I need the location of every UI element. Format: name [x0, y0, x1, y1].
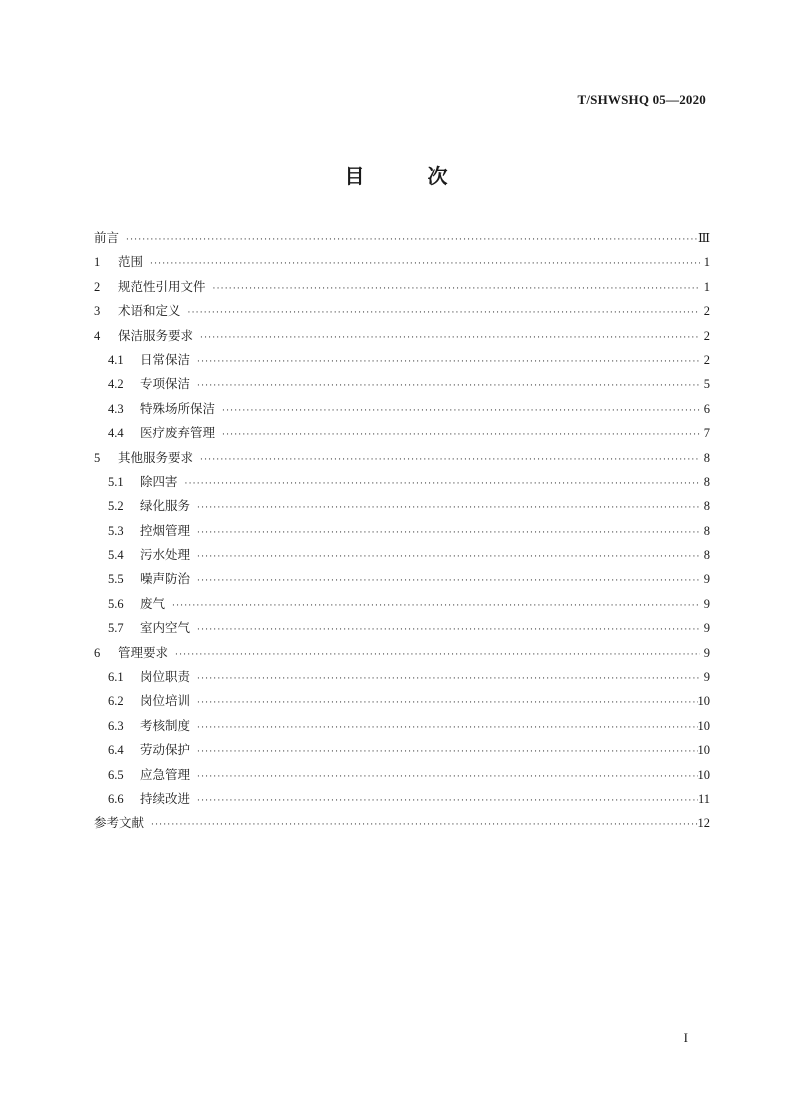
toc-entry-number: 5.2	[108, 499, 124, 514]
dot-leader	[197, 326, 700, 350]
toc-entry-label: 保洁服务要求	[118, 327, 194, 343]
toc-entry-page: 2	[703, 328, 710, 343]
toc-entry-5-7[interactable]	[94, 616, 710, 640]
toc-entry-foreword[interactable]	[94, 226, 710, 250]
toc-entry-number: 5.6	[108, 596, 124, 611]
dot-leader	[194, 740, 697, 764]
toc-entry-label: 前言	[94, 230, 120, 245]
toc-entry-label: 废气	[140, 595, 166, 611]
toc-entry-5[interactable]	[94, 446, 710, 470]
toc-entry-number: 5.3	[108, 523, 124, 538]
toc-entry-page: 5	[703, 377, 710, 392]
dot-leader	[219, 423, 700, 447]
toc-entry-6[interactable]	[94, 641, 710, 665]
toc-entry-page: 10	[697, 694, 710, 709]
toc-entry-label: 持续改进	[140, 790, 191, 806]
toc-entry-number: 3	[94, 304, 101, 319]
toc-entry-label: 专项保洁	[140, 376, 191, 392]
toc-entry-label: 劳动保护	[140, 742, 191, 758]
toc-entry-number: 5.5	[108, 572, 124, 587]
toc-entry-page: 8	[703, 548, 710, 563]
toc-entry-page: 1	[703, 279, 710, 294]
toc-entry-number: 5	[94, 450, 101, 465]
dot-leader	[185, 301, 700, 325]
toc-entry-number: 1	[94, 255, 101, 270]
dot-leader	[197, 448, 700, 472]
dot-leader	[194, 521, 700, 545]
toc-entry-page: 12	[697, 816, 710, 831]
toc-entry-number: 6	[94, 645, 101, 660]
toc-entry-page: 7	[703, 426, 710, 441]
dot-leader	[194, 496, 700, 520]
toc-entry-page: 9	[703, 572, 710, 587]
dot-leader	[194, 374, 700, 398]
dot-leader	[194, 569, 700, 593]
toc-entry-5-1[interactable]	[94, 470, 710, 494]
toc-entry-4-1[interactable]	[94, 348, 710, 372]
toc-entry-page: Ⅲ	[697, 231, 710, 245]
toc-entry-label: 范围	[118, 254, 144, 270]
toc-entry-5-3[interactable]	[94, 519, 710, 543]
toc-entry-4-2[interactable]	[94, 372, 710, 396]
dot-leader	[210, 277, 700, 301]
toc-entry-label: 污水处理	[140, 547, 191, 563]
toc-entry-label: 规范性引用文件	[118, 278, 206, 294]
toc-entry-2[interactable]	[94, 275, 710, 299]
toc-title: 目 次	[344, 164, 476, 188]
toc-entry-label: 其他服务要求	[118, 449, 194, 465]
toc-entry-number: 4.4	[108, 426, 124, 441]
dot-leader	[194, 350, 700, 374]
dot-leader	[194, 765, 697, 789]
toc-entry-label: 医疗废弃管理	[140, 425, 216, 441]
toc-entry-5-5[interactable]	[94, 567, 710, 591]
toc-entry-number: 6.3	[108, 718, 124, 733]
dot-leader	[147, 252, 700, 276]
toc-entry-page: 2	[703, 352, 710, 367]
toc-entry-6-4[interactable]	[94, 738, 710, 762]
toc-entry-page: 9	[703, 645, 710, 660]
toc-entry-4-3[interactable]	[94, 397, 710, 421]
toc-entry-label: 岗位职责	[140, 669, 191, 685]
toc-entry-page: 10	[697, 767, 710, 782]
toc-entry-6-5[interactable]	[94, 763, 710, 787]
toc-entry-page: 8	[703, 523, 710, 538]
dot-leader	[148, 813, 697, 837]
toc-entry-label: 噪声防治	[140, 571, 191, 587]
toc-entry-5-6[interactable]	[94, 592, 710, 616]
toc-entry-label: 考核制度	[140, 717, 191, 733]
toc-entry-label: 岗位培训	[140, 693, 191, 709]
toc-entry-number: 5.1	[108, 474, 124, 489]
toc-entry-number: 5.7	[108, 621, 124, 636]
toc-entry-5-4[interactable]	[94, 543, 710, 567]
toc-entry-label: 绿化服务	[140, 498, 191, 514]
toc-entry-page: 8	[703, 499, 710, 514]
toc-entry-number: 4.2	[108, 377, 124, 392]
toc-entry-number: 2	[94, 279, 101, 294]
toc-entry-number: 5.4	[108, 548, 124, 563]
toc-entry-label: 日常保洁	[140, 351, 191, 367]
dot-leader	[182, 472, 700, 496]
dot-leader	[194, 789, 698, 813]
toc-entry-number: 6.5	[108, 767, 124, 782]
toc-entry-number: 4.3	[108, 401, 124, 416]
toc-entry-page: 6	[703, 401, 710, 416]
toc-entry-label: 管理要求	[118, 644, 169, 660]
page-number: I	[683, 1030, 688, 1045]
toc-entry-label: 参考文献	[94, 815, 145, 831]
toc-entry-number: 4	[94, 328, 101, 343]
toc-entry-5-2[interactable]	[94, 494, 710, 518]
toc-entry-number: 6.6	[108, 791, 124, 806]
toc-entry-6-6[interactable]	[94, 787, 710, 811]
toc-entry-page: 9	[703, 596, 710, 611]
dot-leader	[172, 643, 700, 667]
toc-entry-number: 6.1	[108, 670, 124, 685]
toc-entry-number: 6.4	[108, 743, 124, 758]
toc-entry-page: 2	[703, 304, 710, 319]
toc-entry-label: 应急管理	[140, 766, 191, 782]
toc-entry-page: 11	[697, 791, 710, 806]
dot-leader	[219, 399, 700, 423]
table-of-contents	[94, 226, 710, 836]
toc-entry-label: 术语和定义	[118, 303, 181, 319]
toc-entry-4-4[interactable]	[94, 421, 710, 445]
toc-entry-page: 10	[697, 718, 710, 733]
toc-entry-number: 6.2	[108, 694, 124, 709]
toc-entry-page: 8	[703, 474, 710, 489]
dot-leader	[169, 594, 700, 618]
toc-entry-1[interactable]	[94, 250, 710, 274]
toc-entry-6-1[interactable]	[94, 665, 710, 689]
dot-leader	[194, 691, 697, 715]
toc-entry-page: 8	[703, 450, 710, 465]
toc-entry-number: 4.1	[108, 352, 124, 367]
toc-entry-page: 10	[697, 743, 710, 758]
toc-entry-label: 特殊场所保洁	[140, 400, 216, 416]
toc-entry-references[interactable]	[94, 811, 710, 835]
toc-entry-6-2[interactable]	[94, 689, 710, 713]
toc-entry-page: 9	[703, 621, 710, 636]
document-code: T/SHWSHQ 05—2020	[577, 92, 706, 107]
toc-entry-label: 室内空气	[140, 620, 191, 636]
toc-entry-3[interactable]	[94, 299, 710, 323]
toc-entry-6-3[interactable]	[94, 714, 710, 738]
dot-leader	[194, 618, 700, 642]
toc-entry-page: 9	[703, 670, 710, 685]
dot-leader	[123, 228, 698, 252]
dot-leader	[194, 545, 700, 569]
dot-leader	[194, 667, 700, 691]
dot-leader	[194, 716, 697, 740]
toc-entry-label: 除四害	[140, 473, 178, 489]
toc-entry-page: 1	[703, 255, 710, 270]
toc-entry-4[interactable]	[94, 324, 710, 348]
toc-entry-label: 控烟管理	[140, 522, 191, 538]
